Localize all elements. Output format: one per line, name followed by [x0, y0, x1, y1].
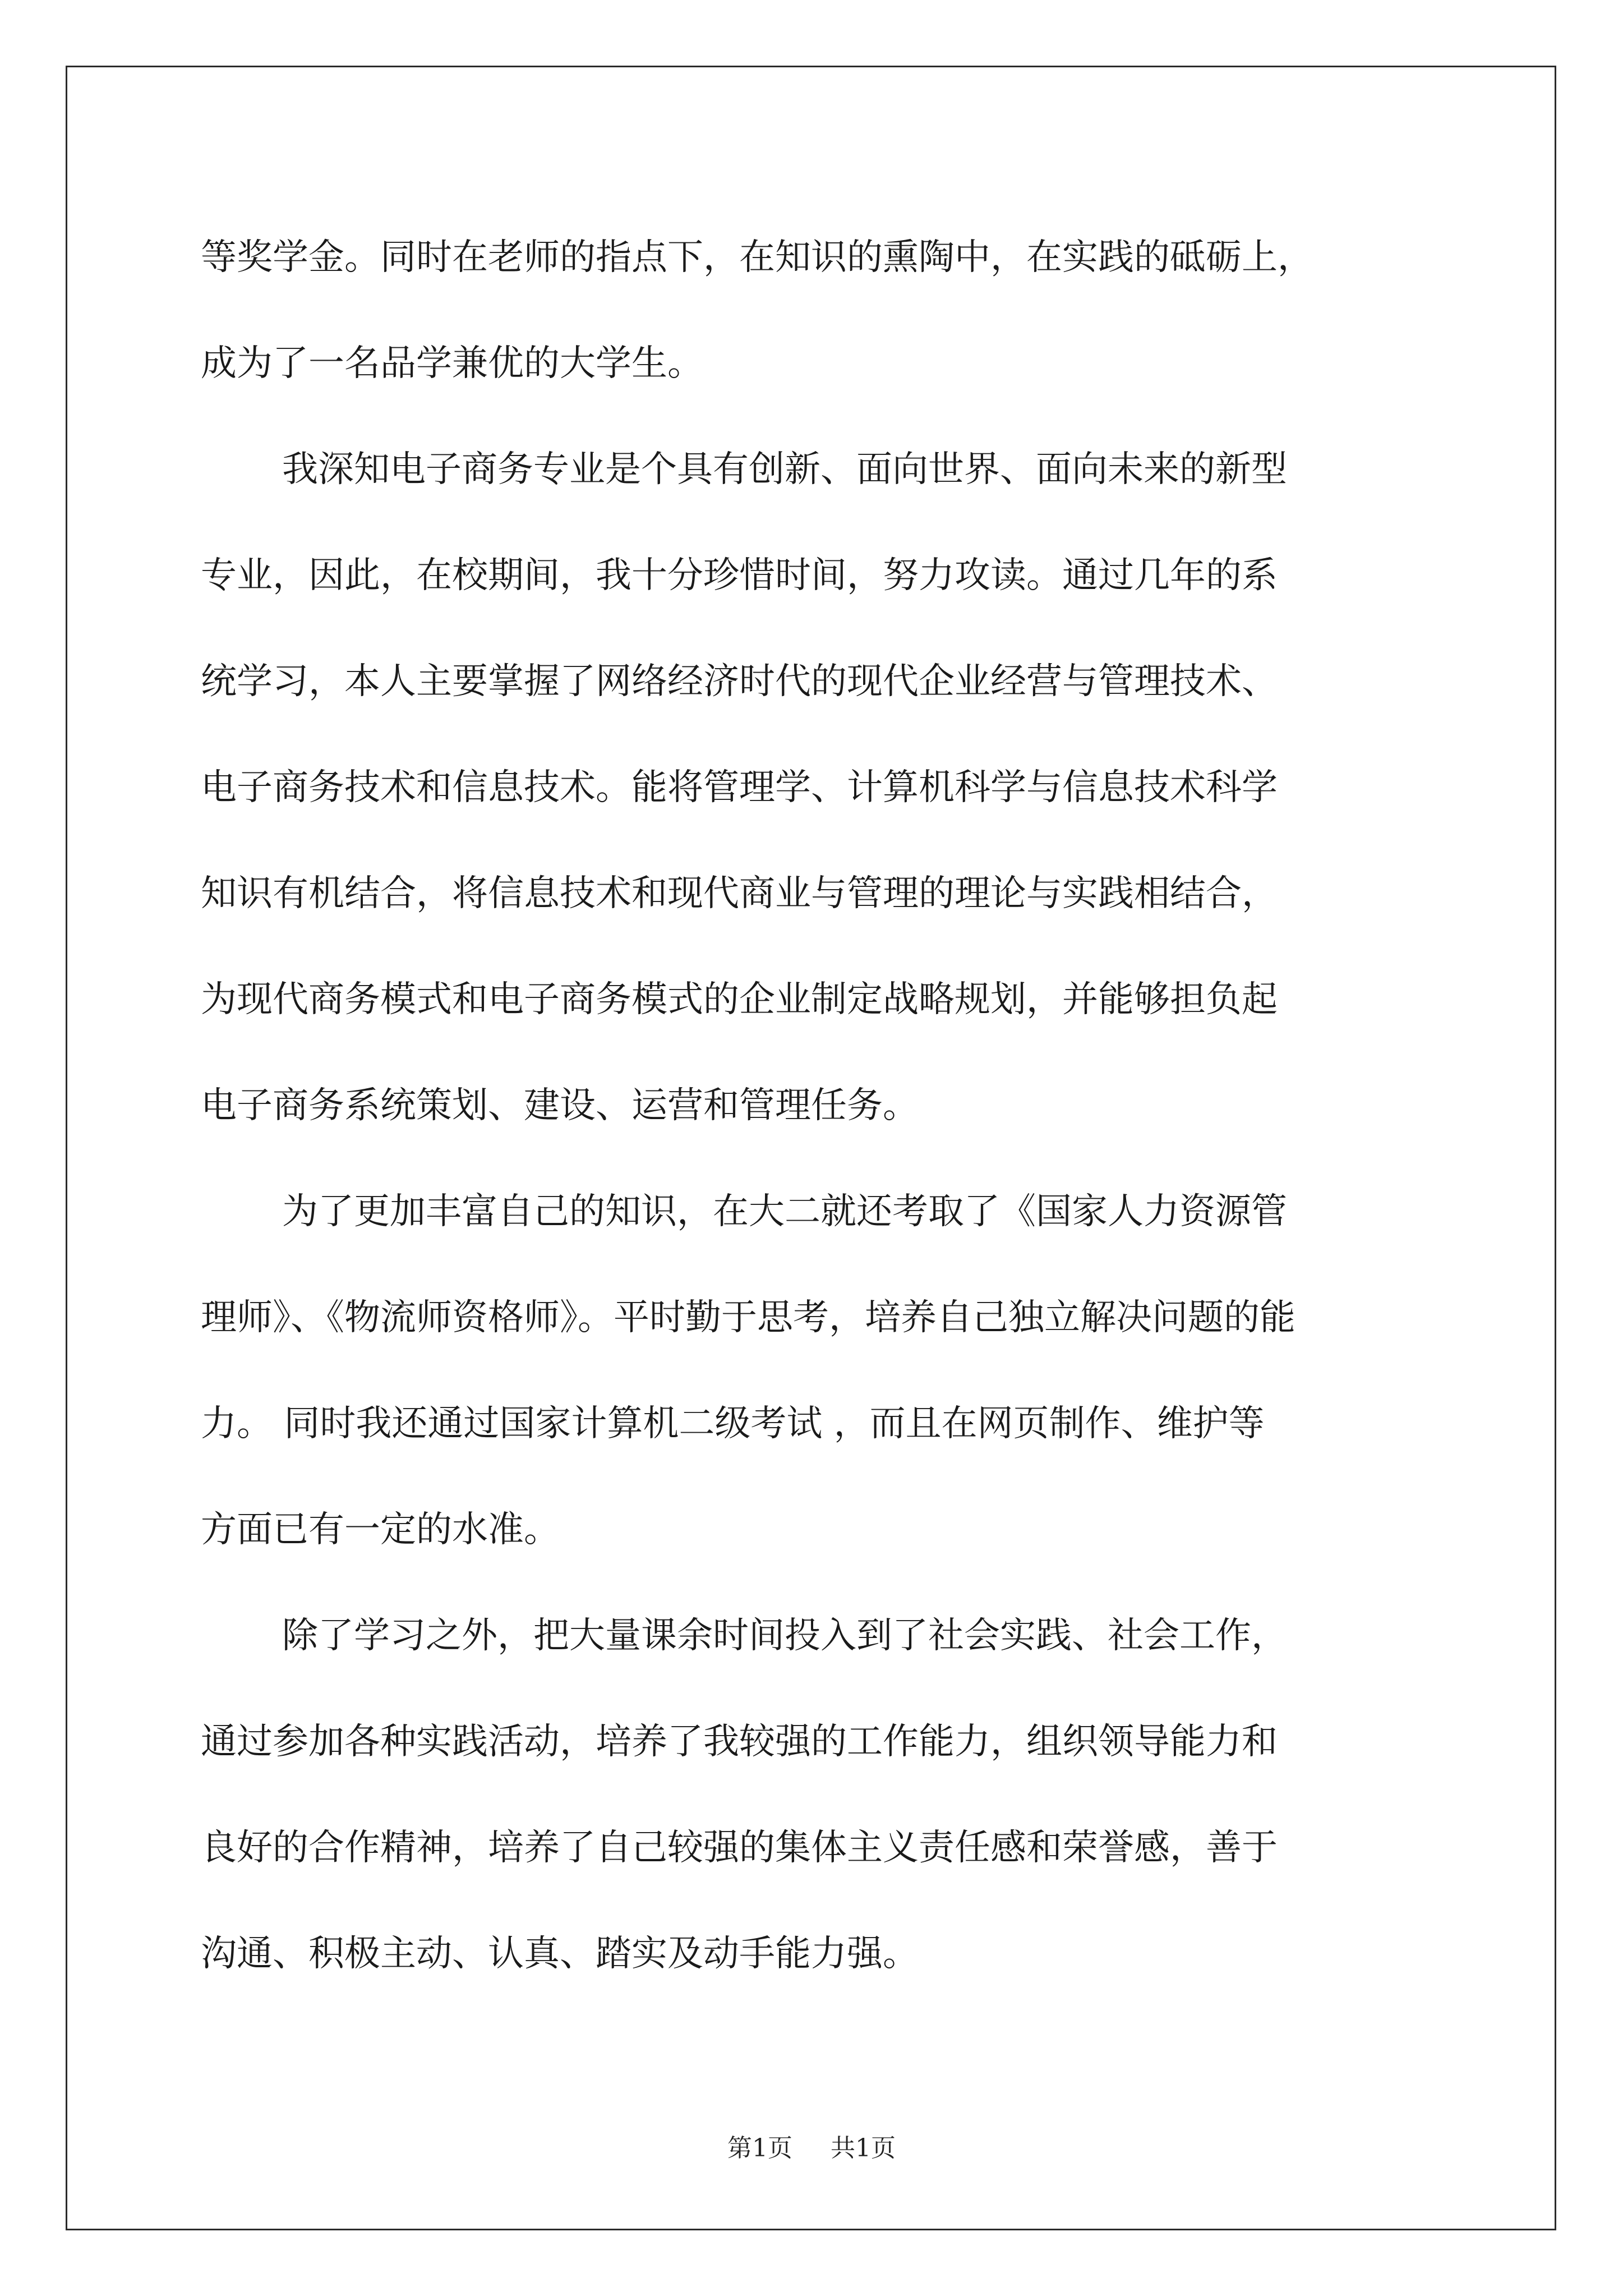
text-line: 沟通、积极主动、认真、踏实及动手能力强。 — [201, 1933, 919, 1975]
text-line: 统学习，本人主要掌握了网络经济时代的现代企业经营与管理技术、 — [201, 661, 1278, 702]
text-line: 专业，因此，在校期间，我十分珍惜时间，努力攻读。通过几年的系 — [201, 555, 1278, 596]
text-line: 等奖学金。同时在老师的指点下，在知识的熏陶中，在实践的砥砺上， — [201, 237, 1313, 278]
text-line: 理师》、《物流师资格师》。平时勤于思考，培养自己独立解决问题的能 — [201, 1297, 1295, 1338]
text-line: 良好的合作精神，培养了自己较强的集体主义责任感和荣誉感，善于 — [201, 1827, 1278, 1869]
document-body — [201, 205, 1435, 2007]
text-line: 为现代商务模式和电子商务模式的企业制定战略规划，并能够担负起 — [201, 979, 1278, 1020]
page-footer — [0, 2132, 1623, 2165]
paragraph-first-line: 除了学习之外，把大量课余时间投入到了社会实践、社会工作， — [282, 1615, 1287, 1657]
text-line: 成为了一名品学兼优的大学生。 — [201, 343, 703, 384]
text-line: 方面已有一定的水准。 — [201, 1509, 560, 1550]
text-line: 电子商务系统策划、建设、运营和管理任务。 — [201, 1085, 919, 1126]
text-line: 通过参加各种实践活动，培养了我较强的工作能力，组织领导能力和 — [201, 1721, 1278, 1763]
page-total: 共1页 — [831, 2134, 896, 2162]
text-line: 知识有机结合，将信息技术和现代商业与管理的理论与实践相结合， — [201, 873, 1278, 914]
page-number: 第1页 — [727, 2134, 792, 2162]
text-line: 电子商务技术和信息技术。能将管理学、计算机科学与信息技术科学 — [201, 767, 1278, 808]
paragraph-first-line: 为了更加丰富自己的知识，在大二就还考取了《国家人力资源管 — [282, 1191, 1287, 1232]
text-line: 力。 同时我还通过国家计算机二级考试 ，而且在网页制作、维护等 — [201, 1403, 1265, 1444]
paragraph-first-line: 我深知电子商务专业是个具有创新、面向世界、面向未来的新型 — [282, 449, 1287, 490]
